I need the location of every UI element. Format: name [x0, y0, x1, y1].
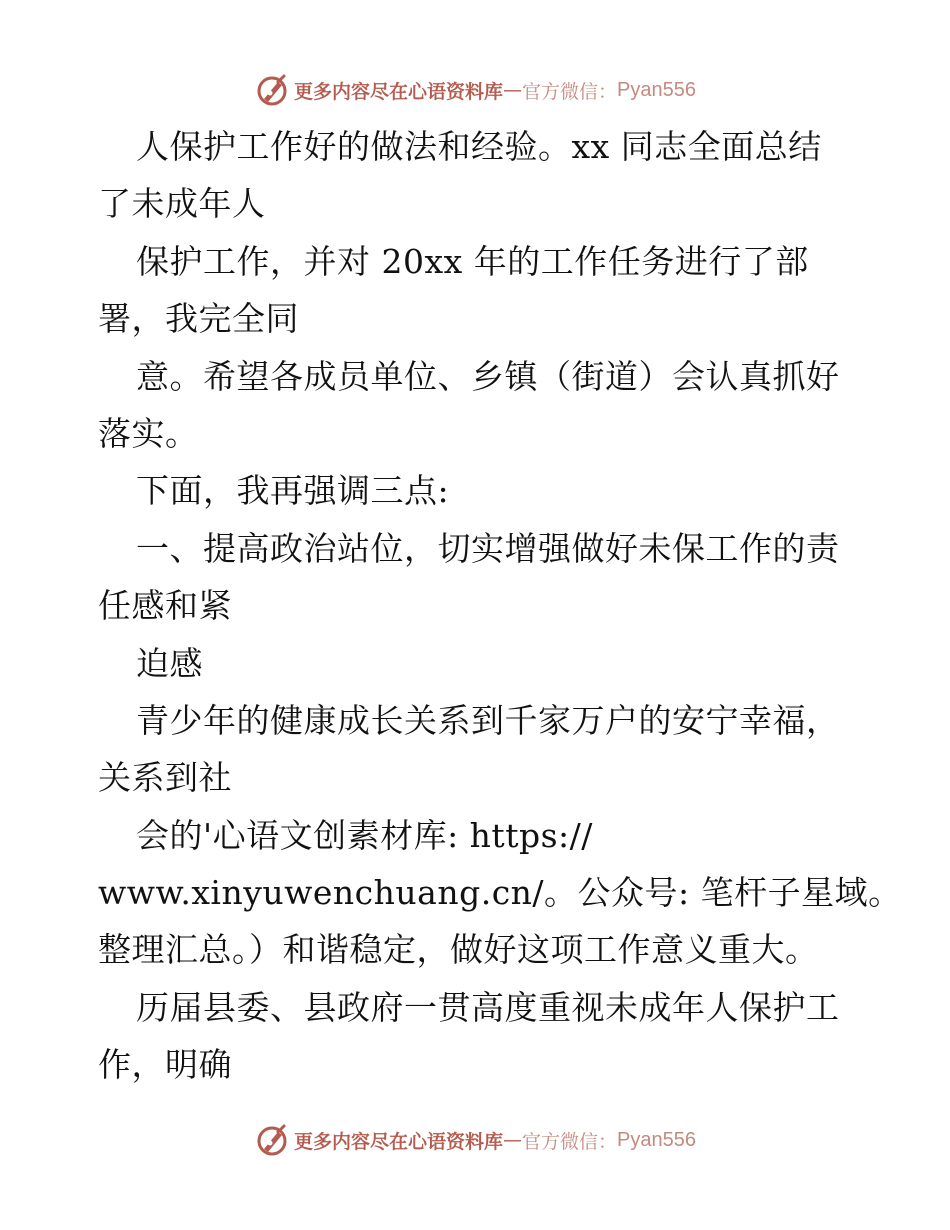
- pen-logo-icon: [254, 1122, 290, 1158]
- pen-logo-icon: [254, 72, 290, 108]
- body-line-2: 了未成年人: [98, 184, 266, 224]
- body-line-17: 作，明确: [98, 1045, 232, 1085]
- body-line-8: 一、提高政治站位，切实增强做好未保工作的责: [136, 528, 840, 568]
- body-line-13: 会的'心语文创素材库: https://: [136, 815, 593, 855]
- watermark-separator: —: [503, 79, 523, 101]
- watermark-wechat-label: 官方微信：: [522, 1130, 618, 1153]
- body-line-15: 整理汇总。）和谐稳定，做好这项工作意义重大。: [98, 930, 819, 970]
- body-line-10: 迫感: [136, 643, 203, 683]
- watermark-wechat-label: 官方微信：: [522, 80, 618, 103]
- document-body: [98, 118, 902, 1094]
- body-line-11: 青少年的健康成长关系到千家万户的安宁幸福，: [136, 700, 840, 740]
- footer-watermark-banner: [0, 1120, 950, 1160]
- body-line-6: 落实。: [98, 413, 199, 453]
- body-line-3: 保护工作，并对 20xx 年的工作任务进行了部: [136, 241, 809, 281]
- watermark-separator: —: [503, 1129, 523, 1151]
- watermark-brand-text: 更多内容尽在心语资料库: [294, 1130, 504, 1153]
- watermark-brand-text: 更多内容尽在心语资料库: [294, 80, 504, 103]
- watermark-wechat-id: Pyan556: [617, 1128, 696, 1151]
- body-line-9: 任感和紧: [98, 586, 232, 626]
- body-line-4: 署，我完全同: [98, 299, 299, 339]
- body-line-7: 下面，我再强调三点:: [136, 471, 450, 511]
- watermark-wechat-id: Pyan556: [617, 78, 696, 101]
- body-line-16: 历届县委、县政府一贯高度重视未成年人保护工: [136, 987, 840, 1027]
- body-line-1: 人保护工作好的做法和经验。xx 同志全面总结: [136, 127, 822, 166]
- header-watermark-banner: [0, 70, 950, 110]
- body-line-14: www.xinyuwenchuang.cn/。公众号: 笔杆子星域。: [98, 873, 902, 913]
- body-line-5: 意。希望各成员单位、乡镇（街道）会认真抓好: [136, 356, 840, 396]
- body-line-12: 关系到社: [98, 758, 232, 798]
